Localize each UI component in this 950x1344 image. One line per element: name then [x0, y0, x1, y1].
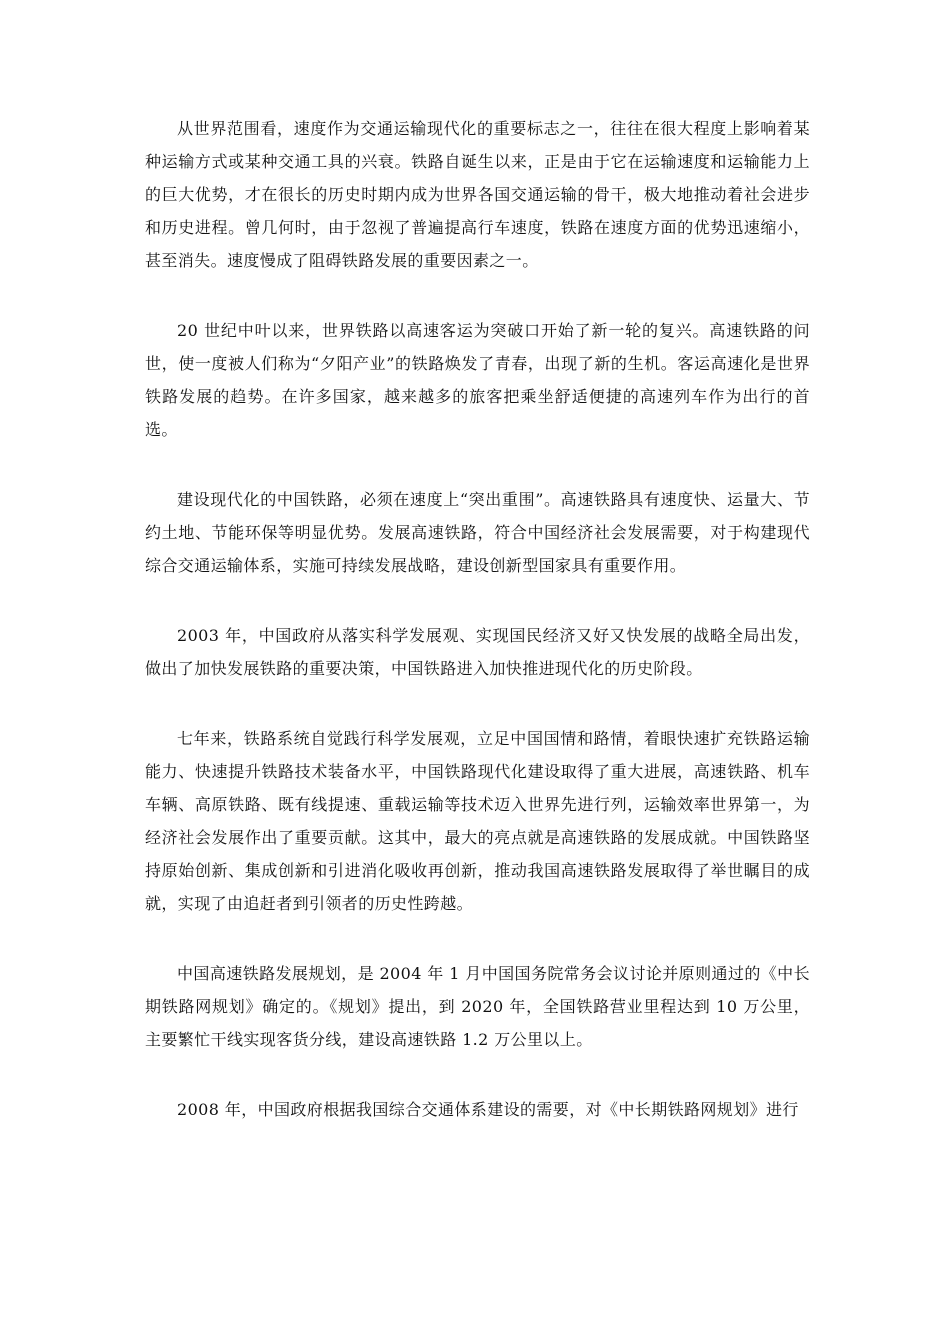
paragraph-seven-years-progress: 七年来，铁路系统自觉践行科学发展观，立足中国国情和路情，着眼快速扩充铁路运输能力、快速提升铁路技术装备水平，中国铁路现代化建设取得了重大进展，高速铁路、机车车辆、高原铁路、既有线提速、重载运输等技术迈入世界先进行列，运输效率世界第一，为经济社会发展作出了重要贡献。这其中，最大的亮点就是高速铁路的发展成就。中国铁路坚持原始创新、集成创新和引进消化吸收再创新，推动我国高速铁路发展取得了举世瞩目的成就，实现了由追赶者到引领者的历史性跨越。 [145, 729, 810, 913]
paragraph-spacer [145, 277, 810, 314]
paragraph-development-plan: 中国高速铁路发展规划，是 2004 年 1 月中国国务院常务会议讨论并原则通过的《中长期铁路网规划》确定的。《规划》提出，到 2020 年，全国铁路营业里程达到 10 万公里，主要繁忙干线实现客货分线，建设高速铁路 1.2 万公里以上。 [145, 964, 810, 1049]
paragraph-spacer [145, 685, 810, 722]
paragraph-spacer [145, 446, 810, 483]
paragraph-spacer [145, 582, 810, 619]
paragraph-spacer [145, 1056, 810, 1093]
paragraph-speed-importance: 从世界范围看，速度作为交通运输现代化的重要标志之一，往往在很大程度上影响着某种运输方式或某种交通工具的兴衰。铁路自诞生以来，正是由于它在运输速度和运输能力上的巨大优势，才在很长的历史时期内成为世界各国交通运输的骨干，极大地推动着社会进步和历史进程。曾几何时，由于忽视了普遍提高行车速度，铁路在速度方面的优势迅速缩小，甚至消失。速度慢成了阻碍铁路发展的重要因素之一。 [145, 119, 810, 270]
paragraph-world-revival: 20 世纪中叶以来，世界铁路以高速客运为突破口开始了新一轮的复兴。高速铁路的问世，使一度被人们称为“夕阳产业”的铁路焕发了青春，出现了新的生机。客运高速化是世界铁路发展的趋势。在许多国家，越来越多的旅客把乘坐舒适便捷的高速列车作为出行的首选。 [145, 321, 810, 439]
paragraph-spacer [145, 920, 810, 957]
paragraph-china-modernization: 建设现代化的中国铁路，必须在速度上“突出重围”。高速铁路具有速度快、运量大、节约土地、节能环保等明显优势。发展高速铁路，符合中国经济社会发展需要，对于构建现代综合交通运输体系，实施可持续发展战略，建设创新型国家具有重要作用。 [145, 490, 810, 575]
document-body [145, 112, 810, 1126]
paragraph-2008-adjustment: 2008 年，中国政府根据我国综合交通体系建设的需要，对《中长期铁路网规划》进行 [177, 1100, 799, 1119]
paragraph-2003-decision: 2003 年，中国政府从落实科学发展观、实现国民经济又好又快发展的战略全局出发，做出了加快发展铁路的重要决策，中国铁路进入加快推进现代化的历史阶段。 [145, 626, 810, 678]
